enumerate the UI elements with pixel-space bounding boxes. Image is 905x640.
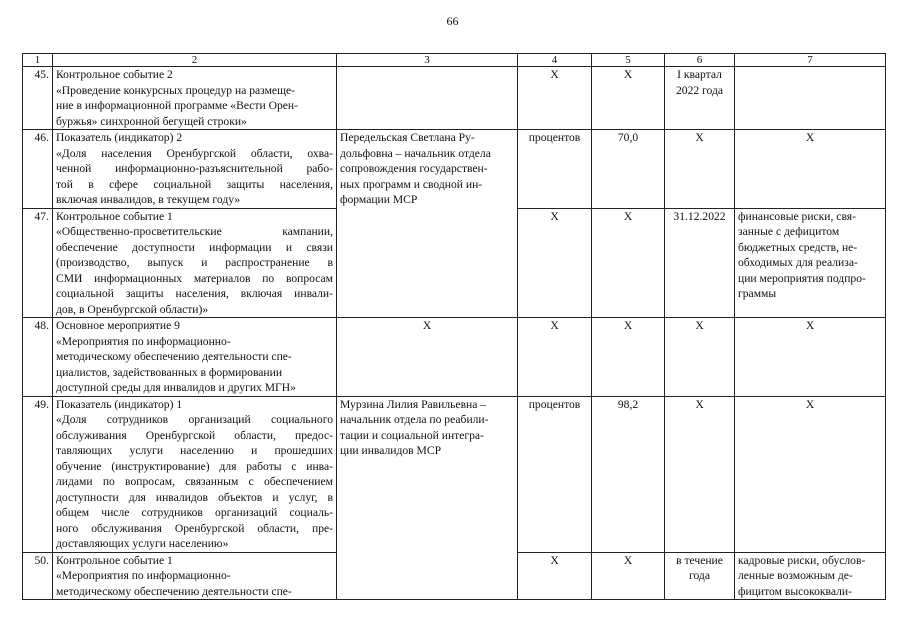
row-description (53, 208, 337, 318)
risks-cell (735, 208, 886, 318)
value-cell: 98,2 (592, 396, 665, 552)
responsible-cell (337, 318, 518, 397)
description-line: Контрольное событие 1 (56, 209, 173, 223)
description-line: буржья» синхронной бегущей строки» (56, 114, 247, 128)
unit-cell: X (518, 208, 592, 318)
plan-table (22, 53, 886, 600)
row-description (53, 396, 337, 552)
description-line: общем числе сотрудников организаций социаль- (56, 506, 333, 519)
page-number: 66 (446, 14, 459, 28)
table-row-48 (23, 318, 886, 397)
description-line: Контрольное событие 2 (56, 68, 173, 81)
description-line: циалистов, задействованных в формировании (56, 365, 283, 379)
column-header: 7 (735, 54, 886, 67)
risks-cell (735, 130, 886, 209)
deadline-cell (665, 67, 735, 130)
description-line: Контрольное событие 1 (56, 553, 173, 567)
description-line: той в сфере социальной защиты населения, (56, 177, 333, 191)
description-line: доступности для инвалидов объектов и услуг, в (56, 490, 333, 504)
responsible-cell (337, 67, 518, 130)
unit-cell: X (518, 552, 592, 600)
deadline-cell (665, 208, 735, 318)
value-cell: X (592, 67, 665, 130)
responsible-line: Передельская Светлана Ру- (340, 131, 475, 144)
description-line: социальной защиты населения, включая инвали- (56, 287, 333, 300)
responsible-line: ции инвалидов МСР (340, 444, 442, 457)
risks-line: X (805, 131, 815, 144)
risks-cell (735, 318, 886, 397)
deadline-line: X (695, 131, 704, 144)
description-line: обеспечение доступности информации и связи (56, 240, 333, 254)
risks-cell (735, 552, 886, 600)
risks-line: ленные возможным де- (738, 569, 853, 582)
description-line: Показатель (индикатор) 2 (56, 131, 183, 144)
description-line: ного обслуживания Оренбургской области, пре- (56, 521, 333, 535)
deadline-cell (665, 396, 735, 552)
row-number: 49. (23, 396, 53, 552)
responsible-cell (337, 396, 518, 600)
value-cell: 70,0 (592, 130, 665, 209)
responsible-line: X (422, 319, 432, 332)
risks-line: обходимых для реализа- (738, 256, 858, 269)
description-line: доступной среды для инвалидов и других МГН» (56, 381, 296, 394)
value-cell: X (592, 318, 665, 397)
column-header: 3 (337, 54, 518, 67)
row-description (53, 67, 337, 130)
description-line: ченной информационно-разъяснительной рабо- (56, 162, 333, 175)
unit-cell: процентов (518, 396, 592, 552)
unit-cell: X (518, 318, 592, 397)
deadline-line: года (689, 569, 710, 582)
risks-line: кадровые риски, обуслов- (738, 553, 866, 567)
risks-line: финансовые риски, свя- (738, 209, 856, 223)
description-line: (производство, выпуск и распространение в (56, 256, 333, 269)
description-line: обучение (инструктирование) для работы с инва- (56, 459, 333, 473)
deadline-line: 2022 года (675, 83, 724, 97)
description-line: Основное мероприятие 9 (56, 319, 180, 332)
description-line: «Проведение конкурсных процедур на размеще- (56, 83, 296, 97)
deadline-line: 31.12.2022 (673, 209, 726, 223)
value-cell: X (592, 552, 665, 600)
deadline-cell (665, 552, 735, 600)
row-number: 48. (23, 318, 53, 397)
description-line: методическому обеспечению деятельности спе- (56, 350, 292, 363)
description-line: включая инвалидов, в текущем году» (56, 193, 241, 206)
row-number: 46. (23, 130, 53, 209)
row-description (53, 318, 337, 397)
row-description (53, 552, 337, 600)
row-number: 50. (23, 552, 53, 600)
description-line: СМИ информационных материалов по вопросам (56, 271, 333, 285)
unit-cell: процентов (518, 130, 592, 209)
deadline-cell (665, 130, 735, 209)
deadline-cell (665, 318, 735, 397)
responsible-cell (337, 130, 518, 318)
description-line: тавляющих услуги населению и прошедших (56, 444, 333, 457)
risks-line: бюджетных средств, не- (738, 240, 858, 254)
description-line: «Мероприятия по информационно- (56, 569, 231, 582)
risks-cell (735, 67, 886, 130)
value-cell: X (592, 208, 665, 318)
description-line: «Общественно-просветительские кампании, (56, 225, 333, 238)
responsible-line: ных программ и сводной ин- (340, 177, 483, 191)
description-line: Показатель (индикатор) 1 (56, 397, 183, 411)
table-row-46 (23, 130, 886, 209)
deadline-line: в течение (676, 553, 723, 567)
column-header: 4 (518, 54, 592, 67)
column-header: 2 (53, 54, 337, 67)
risks-line: граммы (738, 287, 777, 300)
description-line: дов, в Оренбургской области)» (56, 302, 209, 316)
description-line: методическому обеспечению деятельности спе- (56, 584, 292, 598)
risks-line: X (805, 319, 815, 332)
responsible-line: тации и социальной интегра- (340, 428, 484, 442)
description-line: лидами по вопросам, связанным с обеспечением (56, 475, 333, 488)
deadline-line: I квартал (677, 68, 722, 81)
description-line: обслуживания Оренбургской области, предос- (56, 428, 333, 442)
column-header: 1 (23, 54, 53, 67)
column-header: 5 (592, 54, 665, 67)
row-number: 47. (23, 208, 53, 318)
responsible-line: начальник отдела по реабили- (340, 413, 489, 426)
risks-line: занные с дефицитом (738, 225, 840, 238)
description-line: «Доля сотрудников организаций социального (56, 413, 333, 426)
description-line: доставляющих услуги населению» (56, 537, 229, 550)
description-line: «Мероприятия по информационно- (56, 334, 231, 348)
column-number-row (23, 54, 886, 67)
column-header: 6 (665, 54, 735, 67)
risks-line: X (805, 397, 815, 411)
description-line: ние в информационной программе «Вести Орен- (56, 99, 298, 112)
unit-cell: X (518, 67, 592, 130)
description-line: «Доля населения Оренбургской области, охва- (56, 146, 333, 160)
deadline-line: X (695, 397, 704, 411)
row-number: 45. (23, 67, 53, 130)
deadline-line: X (695, 319, 704, 332)
risks-line: фицитом высококвали- (738, 584, 852, 598)
risks-line: ции мероприятия подпро- (738, 271, 866, 285)
responsible-line: дольфовна – начальник отдела (340, 146, 491, 160)
responsible-line: Мурзина Лилия Равильевна – (340, 397, 487, 411)
risks-cell (735, 396, 886, 552)
table-row-45 (23, 67, 886, 130)
table-row-49 (23, 396, 886, 552)
responsible-line: формации МСР (340, 193, 418, 206)
responsible-line: сопровождения государствен- (340, 162, 488, 175)
row-description (53, 130, 337, 209)
